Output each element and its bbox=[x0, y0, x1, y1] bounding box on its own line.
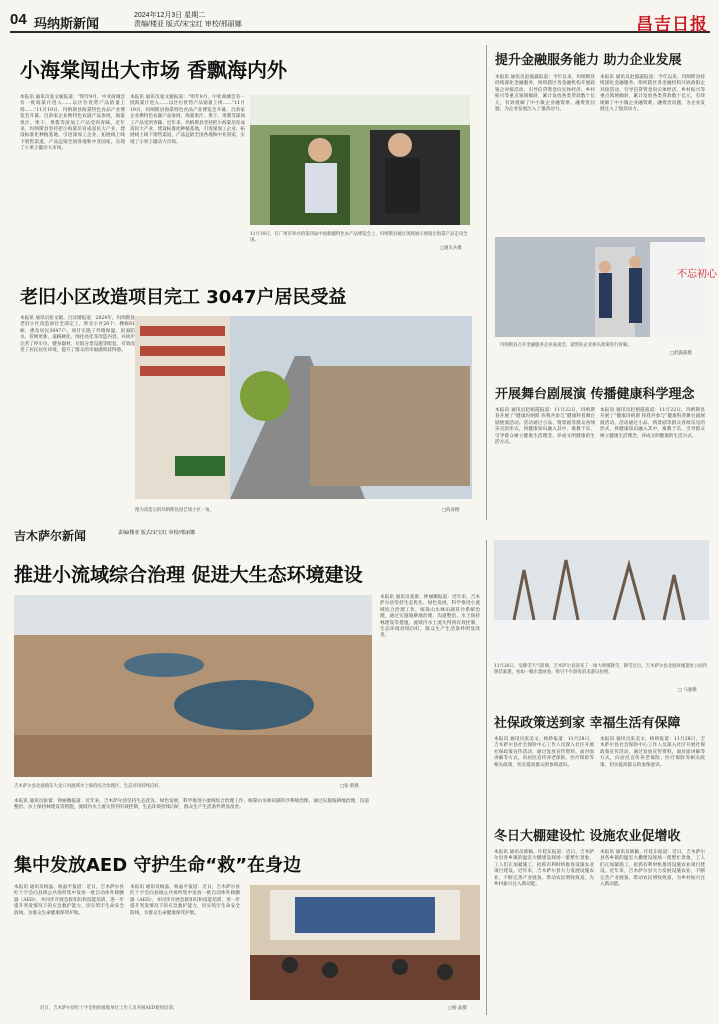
article-3-credit: □赵露露摄 bbox=[670, 351, 692, 356]
article-3-photo bbox=[495, 237, 717, 337]
article-2-body: 本报讯 通讯员张文媛、吕汶婧报道：2024年，玛纳斯县老旧小区改造项目全部完工，涉及小区20个、楼栋61栋，惠及居民3047户。项目实施了外墙保温、屋面防水、管网更新、道路硬化、绿化亮化等改造内容，并同步完善了停车位、健身器材、垃圾分类设施等配套，有效改善了居民居住环境，提升了群众的幸福感和获得感。 bbox=[20, 316, 135, 354]
article-8-body-col1: 本报讯 通讯员张美文、杨娇报道：11月28日，吉木萨尔县社会保险中心工作人员深入社区开展社保政策宣传活动，通过发放宣传资料、面对面讲解等方式，向居民宣传养老保险、医疗保险等相关政策，切实提高群众的参保意识。 bbox=[494, 737, 594, 768]
article-6-caption: 近日，吉木萨尔县红十字会组织接收单位工作人员开展AED使用培训。 bbox=[40, 1006, 178, 1011]
article-7-photo bbox=[494, 540, 709, 660]
svg-text:不忘初心: 不忘初心 bbox=[677, 269, 717, 280]
article-6-credit: □杨 晶摄 bbox=[448, 1006, 467, 1011]
article-8-body-col2: 本报讯 通讯员张美文、杨娇报道：11月28日，吉木萨尔县社会保险中心工作人员深入社区开展社保政策宣传活动，通过发放宣传资料、面对面讲解等方式，向居民宣传养老保险、医疗保险等相关政策，切实提高群众的参保意识。 bbox=[600, 737, 705, 768]
article-4-title: 开展舞台剧展演 传播健康科学理念 bbox=[495, 387, 695, 402]
article-1-title: 小海棠闯出大市场 香飘海内外 bbox=[20, 58, 287, 82]
section-2-title: 吉木萨尔新闻 bbox=[14, 529, 87, 543]
article-6-title: 集中发放AED 守护生命“救”在身边 bbox=[14, 855, 302, 876]
article-2-credit: □海涛摄 bbox=[442, 508, 460, 513]
article-5-body-bottom: 本报讯 通讯员张蕾、钟丽娜报道：近年来，吉木萨尔县坚持生态优先、绿色发展，科学推进小流域综合治理工作，统筹山水林田湖草沙系统治理，通过实施坡耕地治理、沟道整治、水土保持林建设等措施，流域内水土流失得到有效控制，生态环境持续向好，群众生产生活条件明显改善。 bbox=[14, 799, 369, 811]
article-6-body-col2: 本报讯 通讯员杨晶、杨晶平报道：近日，吉木萨尔县红十字会向县域公共场所集中发放一批自动体外除颤器（AED），并同步开展急救知识和技能培训，进一步提升突发情况下的应急救护能力，切实筑牢生命安全防线，为群众生命健康保驾护航。 bbox=[130, 885, 240, 916]
article-7-caption: 11月26日，受降雪天气影响，吉木萨尔县迎来了一场大规模降雪，降雪过后，吉木萨尔县北庭故城遗址公园内银装素裹，宛如一幅水墨画卷，吸引不少游客前来游玩拍照。 bbox=[494, 664, 708, 675]
article-5-photo bbox=[14, 595, 372, 777]
article-1-caption: 11月19日，在广州市举办的第四届中国新疆特色农产品博览会上，玛纳斯县通过现场展示展销让海棠产品走向全国。 bbox=[250, 232, 468, 243]
page-number: 04 bbox=[10, 11, 27, 28]
article-8-title: 社保政策送到家 幸福生活有保障 bbox=[494, 716, 681, 731]
article-9-title: 冬日大棚建设忙 设施农业促增收 bbox=[494, 829, 681, 844]
article-5-caption: 吉木萨尔县北庭镇东大龙口河流域水土保持综合治理区，生态环境持续向好。 bbox=[14, 784, 164, 789]
article-3-caption: 玛纳斯县召开金融服务企业座谈会，就帮扶企业相关政策进行讲解。 bbox=[500, 343, 632, 348]
article-5-body-col: 本报讯 通讯员张蕾、钟丽娜报道：近年来，吉木萨尔县坚持生态优先、绿色发展，科学推进小流域综合治理工作，统筹山水林田湖草沙系统治理，通过实施坡耕地治理、沟道整治、水土保持林建设等措施，流域内水土流失得到有效控制，生态环境持续向好，群众生产生活条件明显改善。 bbox=[380, 595, 480, 639]
article-3-body-col2: 本报讯 通讯员赵露露报道：今年以来，玛纳斯县持续深化金融服务，组织辖区各金融机构开展政银企对接活动，引导信贷资金向实体经济、乡村振兴等重点领域倾斜，累计发放各类贷款数十亿元，有效缓解了中小微企业融资难、融资贵问题，为企业发展注入了强劲动力。 bbox=[600, 75, 705, 113]
article-6-body-col1: 本报讯 通讯员杨晶、杨晶平报道：近日，吉木萨尔县红十字会向县域公共场所集中发放一批自动体外除颤器（AED），并同步开展急救知识和技能培训，进一步提升突发情况下的应急救护能力，切实筑牢生命安全防线，为群众生命健康保驾护航。 bbox=[14, 885, 124, 916]
newspaper-logo: 昌吉日报 bbox=[636, 15, 708, 35]
article-1-body-col1: 本报讯 通讯员张文媛报道：“明年9月，中亚商城会有一批海棠汁进入……以区位优势产品销量上扬……”11月19日，玛纳斯县海棠特色食品产业博览会开幕，百余家企业携特色农副产品参展，海棠果汁、果干、果酱等深加工产品受到青睐。近年来，玛纳斯县坚持把小海棠培育成富民大产业，建设标准化种植基地，引进深加工企业，拓展线上线下销售渠道，产品远销全国各地和中亚国家，实现了小果子撬动大市场。 bbox=[20, 95, 125, 152]
article-2-title: 老旧小区改造项目完工 3047户居民受益 bbox=[20, 287, 347, 308]
column-divider bbox=[486, 45, 487, 520]
article-3-title: 提升金融服务能力 助力企业发展 bbox=[495, 53, 682, 68]
section-2-header bbox=[0, 527, 719, 541]
page-header bbox=[10, 9, 710, 33]
article-2-photo bbox=[135, 316, 472, 499]
article-9-body-col1: 本报讯 通讯员韩颖、许桂东报道：近日，吉木萨尔县各乡镇的温室大棚建设现场一派繁忙景象，工人们正加紧施工，抢抓有利时机推进设施农业项目建设。近年来，吉木萨尔县大力发展设施农业，不断完善产业链条，带动农民增收致富，为乡村振兴注入新动能。 bbox=[494, 850, 594, 888]
article-2-caption: 图为改造后的玛纳斯县园艺场小区一角。 bbox=[135, 508, 215, 513]
column-divider-2 bbox=[486, 540, 487, 1015]
section-2-editors: 责编/楼亚 版式/宋宝红 审校/邢丽娜 bbox=[118, 530, 195, 536]
article-7-credit: □ 马强摄 bbox=[678, 688, 697, 693]
article-5-credit: □张 鹤摄 bbox=[340, 784, 359, 789]
article-6-photo bbox=[250, 885, 480, 1000]
issue-date: 2024年12月3日 星期二 责编/楼亚 版式/宋宝红 审校/邢丽娜 bbox=[134, 12, 242, 28]
article-4-body-col2: 本报讯 通讯员赵娟霞报道：11月22日，玛纳斯县开展了“健康玛纳斯 你我共参与”健康科普舞台剧展演活动。活动通过小品、情景剧等群众喜闻乐见的形式，将健康知识融入其中，寓教于乐，引导群众树立健康生活理念，养成文明健康的生活方式。 bbox=[600, 408, 705, 439]
article-1-credit: □谢友兵摄 bbox=[440, 246, 462, 251]
article-9-body-col2: 本报讯 通讯员韩颖、许桂东报道：近日，吉木萨尔县各乡镇的温室大棚建设现场一派繁忙景象，工人们正加紧施工，抢抓有利时机推进设施农业项目建设。近年来，吉木萨尔县大力发展设施农业，不断完善产业链条，带动农民增收致富，为乡村振兴注入新动能。 bbox=[600, 850, 705, 888]
article-1-body-col2: 本报讯 通讯员张文媛报道：“明年9月，中亚商城会有一批海棠汁进入……以区位优势产品销量上扬……”11月19日，玛纳斯县海棠特色食品产业博览会开幕，百余家企业携特色农副产品参展，海棠果汁、果干、果酱等深加工产品受到青睐。近年来，玛纳斯县坚持把小海棠培育成富民大产业，建设标准化种植基地，引进深加工企业，拓展线上线下销售渠道，产品远销全国各地和中亚国家，实现了小果子撬动大市场。 bbox=[130, 95, 245, 145]
article-4-body-col1: 本报讯 通讯员赵娟霞报道：11月22日，玛纳斯县开展了“健康玛纳斯 你我共参与”健康科普舞台剧展演活动。活动通过小品、情景剧等群众喜闻乐见的形式，将健康知识融入其中，寓教于乐，引导群众树立健康生活理念，养成文明健康的生活方式。 bbox=[495, 408, 595, 446]
article-5-title: 推进小流域综合治理 促进大生态环境建设 bbox=[14, 564, 363, 586]
section-title: 玛纳斯新闻 bbox=[34, 17, 100, 32]
article-3-body-col1: 本报讯 通讯员赵露露报道：今年以来，玛纳斯县持续深化金融服务，组织辖区各金融机构开展政银企对接活动，引导信贷资金向实体经济、乡村振兴等重点领域倾斜，累计发放各类贷款数十亿元，有效缓解了中小微企业融资难、融资贵问题，为企业发展注入了强劲动力。 bbox=[495, 75, 595, 113]
article-1-photo bbox=[250, 95, 470, 225]
